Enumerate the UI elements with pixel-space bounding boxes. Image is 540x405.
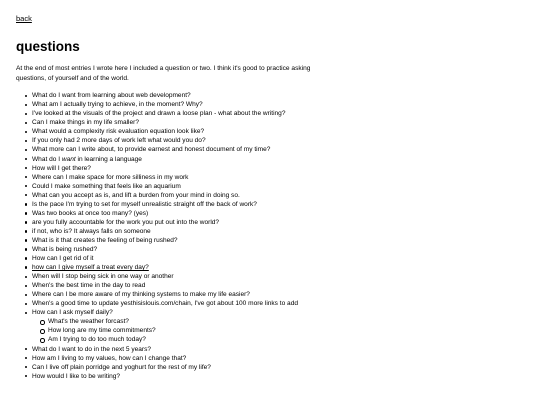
- list-item: if not, who is? It always falls on someone: [32, 227, 524, 236]
- questions-list: [16, 91, 524, 381]
- list-item: What would a complexity risk evaluation equation look like?: [32, 127, 524, 136]
- back-link[interactable]: back: [16, 14, 32, 23]
- list-item: If you only had 2 more days of work left what would you do?: [32, 136, 524, 145]
- list-item: How am I living to my values, how can I change that?: [32, 354, 524, 363]
- list-item: Where can I make space for more silliness in my work: [32, 173, 524, 182]
- treat-link[interactable]: how can I give myself a treat every day?: [32, 264, 149, 272]
- list-item: What do I want to do in the next 5 years?: [32, 345, 524, 354]
- list-item: What is being rushed?: [32, 245, 524, 254]
- list-item: How will I get there?: [32, 164, 524, 173]
- list-item: are you fully accountable for the work you put out into the world?: [32, 218, 524, 227]
- list-item: Can I live off plain porridge and yoghurt for the rest of my life?: [32, 363, 524, 372]
- list-item: [32, 263, 524, 272]
- list-item: What more can I write about, to provide earnest and honest document of my time?: [32, 145, 524, 154]
- page-title: questions: [16, 39, 80, 54]
- list-item: Could I make something that feels like an aquarium: [32, 182, 524, 191]
- list-item: What do I want from learning about web development?: [32, 91, 524, 100]
- daily-subquestions: [32, 317, 524, 344]
- list-item-text: How can I ask myself daily?: [32, 309, 113, 317]
- list-item: Was two books at once too many? (yes): [32, 209, 524, 218]
- list-item-text: What do I: [32, 155, 62, 163]
- list-item: How can I get rid of it: [32, 254, 524, 263]
- list-item: What is it that creates the feeling of being rushed?: [32, 236, 524, 245]
- list-item: When will I stop being sick in one way or another: [32, 272, 524, 281]
- sub-list-item: How long are my time commitments?: [48, 326, 524, 335]
- list-item: [32, 308, 524, 344]
- list-item: What can you accept as is, and lift a burden from your mind in doing so.: [32, 191, 524, 200]
- list-item: When's the best time in the day to read: [32, 281, 524, 290]
- sub-list-item: What's the weather forcast?: [48, 317, 524, 326]
- list-item: How would I like to be writing?: [32, 372, 524, 381]
- emphasis-word: want: [61, 155, 76, 163]
- list-item: When's a good time to update yesthisislouis.com/chain, I've got about 100 more links to add: [32, 299, 524, 308]
- intro-paragraph: At the end of most entries I wrote here I included a question or two. I think it's good to practice asking questions, of yourself and of the world.: [16, 65, 311, 82]
- list-item: I've looked at the visuals of the project and drawn a loose plan - what about the writing?: [32, 109, 524, 118]
- sub-list-item: Am I trying to do too much today?: [48, 335, 524, 344]
- list-item-text: in learning a language: [75, 155, 142, 163]
- list-item: What am I actually trying to achieve, in the moment? Why?: [32, 100, 524, 109]
- list-item: Where can I be more aware of my thinking systems to make my life easier?: [32, 290, 524, 299]
- list-item: Is the pace I'm trying to set for myself unrealistic straight off the back of work?: [32, 200, 524, 209]
- list-item: Can I make things in my life smaller?: [32, 118, 524, 127]
- list-item: [32, 155, 524, 164]
